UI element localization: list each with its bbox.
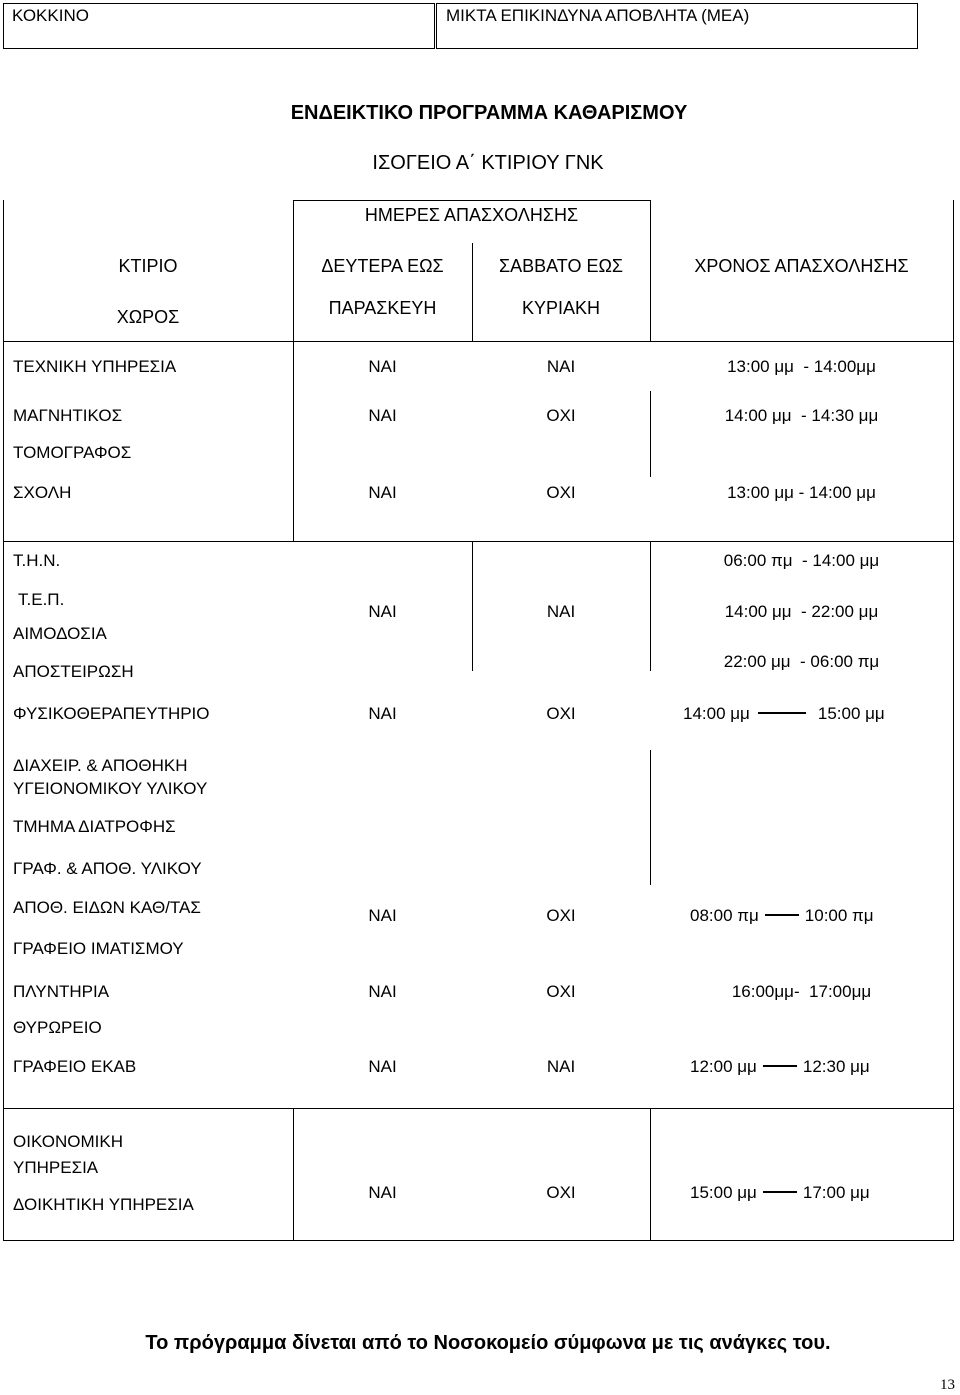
place-label: ΤΜΗΜΑ ΔΙΑΤΡΟΦΗΣ <box>13 817 176 836</box>
place-label: ΟΙΚΟΝΟΜΙΚΗ <box>13 1132 123 1151</box>
col-weekend-1: ΣΑΒΒΑΤΟ ΕΩΣ <box>498 256 624 276</box>
header-right-label: ΜΙΚΤΑ ΕΠΙΚΙΝΔΥΝΑ ΑΠΟΒΛΗΤΑ (ΜΕΑ) <box>446 6 750 25</box>
page-number: 13 <box>940 1377 955 1393</box>
weekday-value: ΝΑΙ <box>368 704 397 723</box>
dash-separator <box>763 1191 797 1193</box>
time-end: 17:00 μμ <box>802 1183 870 1202</box>
weekday-value: ΝΑΙ <box>368 1183 397 1202</box>
time-end: 12:30 μμ <box>802 1057 870 1076</box>
time-start: 15:00 μμ <box>690 1183 757 1202</box>
place-label: ΓΡΑΦ. & ΑΠΟΘ. ΥΛΙΚΟΥ <box>13 859 202 878</box>
weekday-value: ΝΑΙ <box>368 602 397 621</box>
place-label: ΥΠΗΡΕΣΙΑ <box>13 1158 99 1177</box>
weekday-value: ΝΑΙ <box>368 483 397 502</box>
weekend-value: ΝΑΙ <box>546 602 576 621</box>
time-range <box>683 702 885 726</box>
place-label: ΓΡΑΦΕΙΟ ΙΜΑΤΙΣΜΟΥ <box>13 939 184 958</box>
weekday-value: ΝΑΙ <box>368 406 397 425</box>
header-left-label: ΚΟΚΚΙΝΟ <box>12 6 89 25</box>
weekday-value: ΝΑΙ <box>368 357 397 376</box>
place-label: ΑΠΟΘ. ΕΙΔΩΝ ΚΑΘ/ΤΑΣ <box>13 898 201 917</box>
dash-separator <box>758 712 806 714</box>
footer-note: Το πρόγραμμα δίνεται από το Νοσοκομείο σύμφωνα με τις ανάγκες του. <box>145 1332 831 1354</box>
time-value: 14:00 μμ - 14:30 μμ <box>724 406 879 425</box>
time-value: 13:00 μμ - 14:00μμ <box>727 357 876 376</box>
time-value: 14:00 μμ - 22:00 μμ <box>724 602 879 621</box>
place-label: ΘΥΡΩΡΕΙΟ <box>13 1018 102 1037</box>
page-subtitle: ΙΣΟΓΕΙΟ Α΄ ΚΤΙΡΙΟΥ ΓΝΚ <box>372 152 604 174</box>
dash-separator <box>763 1065 797 1067</box>
time-end: 15:00 μμ <box>817 704 885 723</box>
place-label: ΦΥΣΙΚΟΘΕΡΑΠΕΥΤΗΡΙΟ <box>13 704 210 723</box>
time-range <box>690 904 874 928</box>
place-label: ΓΡΑΦΕΙΟ ΕΚΑΒ <box>13 1057 137 1076</box>
place-label: ΔΙΑΧΕΙΡ. & ΑΠΟΘΗΚΗ <box>13 756 188 775</box>
weekend-value: ΟΧΙ <box>546 406 576 425</box>
page-title: ΕΝΔΕΙΚΤΙΚΟ ΠΡΟΓΡΑΜΜΑ ΚΑΘΑΡΙΣΜΟΥ <box>290 102 688 124</box>
dash-separator <box>765 914 799 916</box>
place-label: ΠΛΥΝΤΗΡΙΑ <box>13 982 110 1001</box>
col-building-1: ΚΤΙΡΙΟ <box>118 256 178 276</box>
col-building-2: ΧΩΡΟΣ <box>116 307 180 327</box>
place-label: ΔΟΙΚΗΤΙΚΗ ΥΠΗΡΕΣΙΑ <box>13 1195 194 1214</box>
time-value: 06:00 πμ - 14:00 μμ <box>723 551 880 570</box>
col-weekday-2: ΠΑΡΑΣΚΕΥΗ <box>328 298 437 318</box>
place-label: ΑΠΟΣΤΕΙΡΩΣΗ <box>13 662 134 681</box>
weekday-value: ΝΑΙ <box>368 982 397 1001</box>
place-label: ΤΟΜΟΓΡΑΦΟΣ <box>13 443 132 462</box>
weekend-value: ΝΑΙ <box>546 1057 576 1076</box>
time-range <box>690 1055 870 1079</box>
days-header: ΗΜΕΡΕΣ ΑΠΑΣΧΟΛΗΣΗΣ <box>364 205 579 225</box>
place-label: ΜΑΓΝΗΤΙΚΟΣ <box>13 406 123 425</box>
col-time: ΧΡΟΝΟΣ ΑΠΑΣΧΟΛΗΣΗΣ <box>694 256 909 276</box>
weekday-value: ΝΑΙ <box>368 1057 397 1076</box>
place-label: ΑΙΜΟΔΟΣΙΑ <box>13 624 107 643</box>
time-start: 08:00 πμ <box>690 906 759 925</box>
place-label: ΣΧΟΛΗ <box>13 483 72 502</box>
time-value: 13:00 μμ - 14:00 μμ <box>727 483 876 502</box>
weekend-value: ΝΑΙ <box>546 357 576 376</box>
time-start: 12:00 μμ <box>690 1057 757 1076</box>
time-end: 10:00 πμ <box>804 906 874 925</box>
col-weekend-2: ΚΥΡΙΑΚΗ <box>521 298 601 318</box>
weekday-value: ΝΑΙ <box>368 906 397 925</box>
place-label: Τ.Ε.Π. <box>18 590 65 609</box>
place-label: Τ.Η.Ν. <box>13 551 61 570</box>
time-range <box>690 1181 870 1205</box>
place-label: ΤΕΧΝΙΚΗ ΥΠΗΡΕΣΙΑ <box>13 357 177 376</box>
time-value: 16:00μμ- 17:00μμ <box>731 982 872 1001</box>
time-start: 14:00 μμ <box>683 704 750 723</box>
weekend-value: ΟΧΙ <box>546 1183 576 1202</box>
weekend-value: ΟΧΙ <box>546 906 576 925</box>
weekend-value: ΟΧΙ <box>546 982 576 1001</box>
time-value: 22:00 μμ - 06:00 πμ <box>723 652 880 671</box>
weekend-value: ΟΧΙ <box>546 483 576 502</box>
weekend-value: ΟΧΙ <box>546 704 576 723</box>
col-weekday-1: ΔΕΥΤΕΡΑ ΕΩΣ <box>321 256 444 276</box>
place-label: ΥΓΕΙΟΝΟΜΙΚΟΥ ΥΛΙΚΟΥ <box>13 779 208 798</box>
